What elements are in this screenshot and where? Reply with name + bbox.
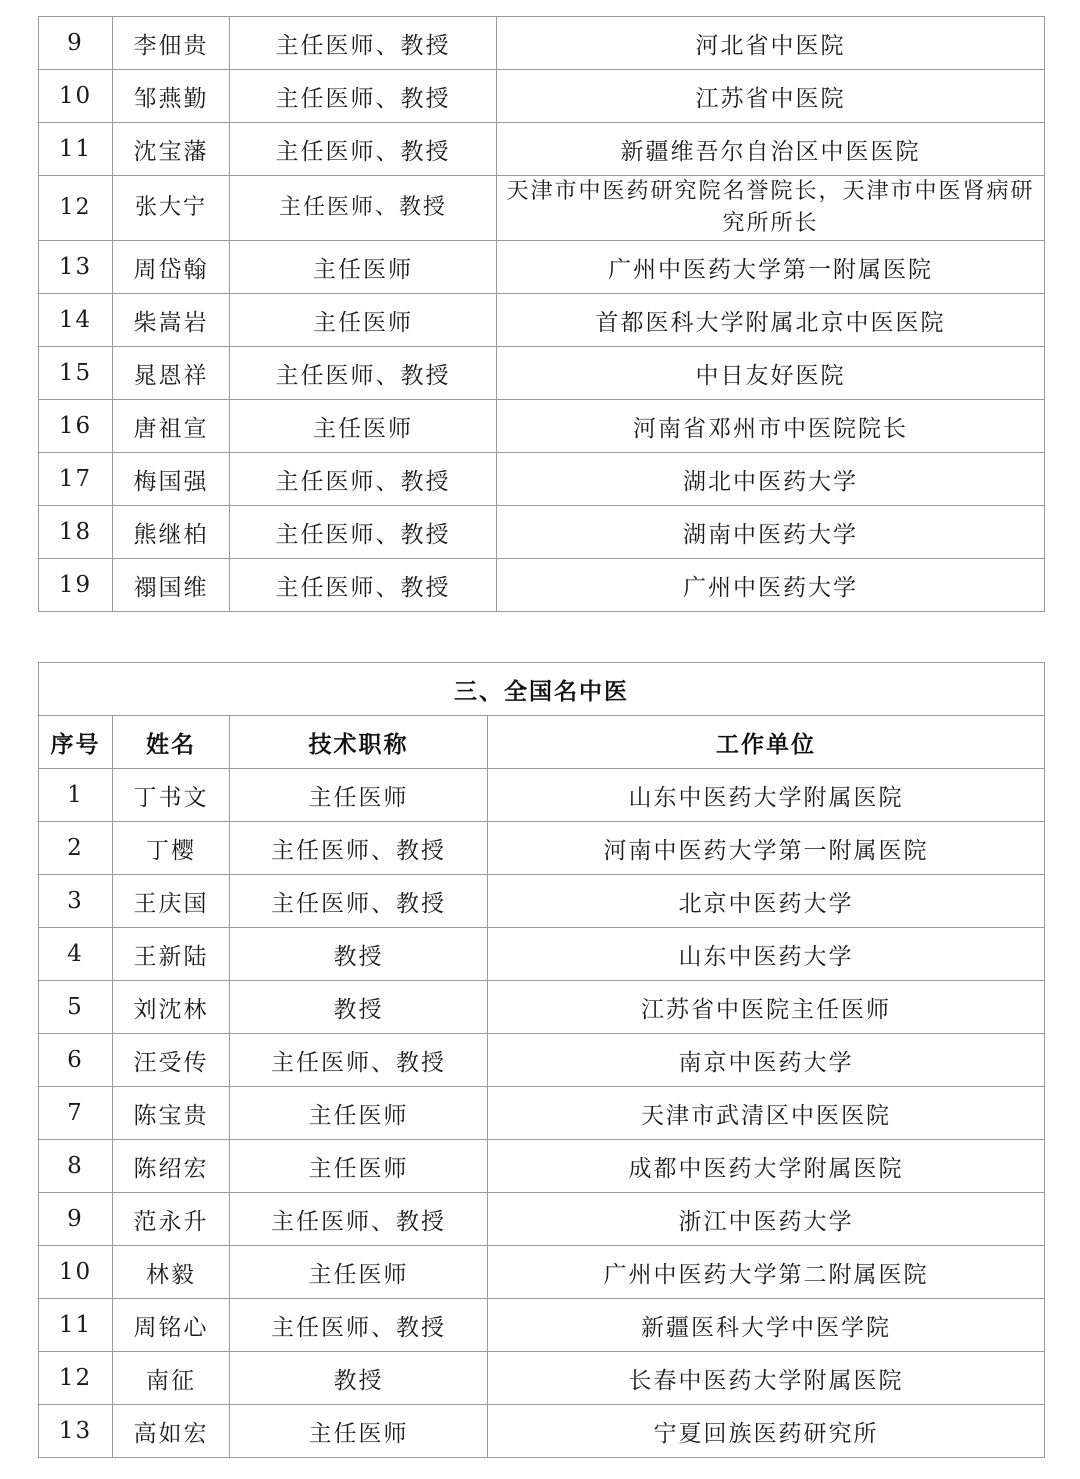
row-name: 梅国强 bbox=[113, 453, 230, 506]
row-name: 刘沈林 bbox=[113, 981, 230, 1034]
row-name: 林毅 bbox=[113, 1246, 230, 1299]
header-name: 姓名 bbox=[113, 716, 230, 769]
row-name: 范永升 bbox=[113, 1193, 230, 1246]
row-title: 主任医师 bbox=[230, 294, 497, 347]
row-name: 丁书文 bbox=[113, 769, 230, 822]
table-row bbox=[39, 769, 1045, 822]
row-title: 主任医师、教授 bbox=[230, 347, 497, 400]
row-unit: 广州中医药大学 bbox=[497, 559, 1045, 612]
row-number: 5 bbox=[39, 981, 113, 1034]
row-unit: 中日友好医院 bbox=[497, 347, 1045, 400]
row-name: 周岱翰 bbox=[113, 241, 230, 294]
row-number: 13 bbox=[39, 241, 113, 294]
table-row bbox=[39, 176, 1045, 241]
row-title: 教授 bbox=[230, 928, 488, 981]
row-name: 柴嵩岩 bbox=[113, 294, 230, 347]
row-number: 10 bbox=[39, 70, 113, 123]
row-name: 周铭心 bbox=[113, 1299, 230, 1352]
row-number: 16 bbox=[39, 400, 113, 453]
row-number: 17 bbox=[39, 453, 113, 506]
row-title: 主任医师、教授 bbox=[230, 123, 497, 176]
row-unit: 河北省中医院 bbox=[497, 17, 1045, 70]
table-row bbox=[39, 1405, 1045, 1458]
row-title: 主任医师 bbox=[230, 1405, 488, 1458]
row-title: 主任医师 bbox=[230, 1140, 488, 1193]
row-number: 12 bbox=[39, 1352, 113, 1405]
header-title: 技术职称 bbox=[230, 716, 488, 769]
row-number: 9 bbox=[39, 1193, 113, 1246]
national-famous-tcm-table-body bbox=[39, 769, 1045, 1458]
table-row bbox=[39, 875, 1045, 928]
row-number: 10 bbox=[39, 1246, 113, 1299]
table-row bbox=[39, 559, 1045, 612]
header-number: 序号 bbox=[39, 716, 113, 769]
table-row bbox=[39, 123, 1045, 176]
national-famous-tcm-table-head bbox=[39, 663, 1045, 769]
row-name: 李佃贵 bbox=[113, 17, 230, 70]
row-name: 禤国维 bbox=[113, 559, 230, 612]
row-name: 沈宝藩 bbox=[113, 123, 230, 176]
row-name: 丁樱 bbox=[113, 822, 230, 875]
row-name: 陈绍宏 bbox=[113, 1140, 230, 1193]
table-row bbox=[39, 17, 1045, 70]
table-row bbox=[39, 822, 1045, 875]
row-title: 主任医师、教授 bbox=[230, 506, 497, 559]
row-number: 4 bbox=[39, 928, 113, 981]
row-unit: 新疆维吾尔自治区中医医院 bbox=[497, 123, 1045, 176]
row-unit: 成都中医药大学附属医院 bbox=[488, 1140, 1045, 1193]
row-title: 主任医师、教授 bbox=[230, 176, 497, 241]
table-row bbox=[39, 981, 1045, 1034]
section-title: 三、全国名中医 bbox=[39, 663, 1045, 716]
row-name: 邹燕勤 bbox=[113, 70, 230, 123]
table-row bbox=[39, 1034, 1045, 1087]
row-title: 主任医师、教授 bbox=[230, 17, 497, 70]
row-name: 晁恩祥 bbox=[113, 347, 230, 400]
row-title: 主任医师 bbox=[230, 1087, 488, 1140]
row-title: 主任医师 bbox=[230, 400, 497, 453]
row-name: 汪受传 bbox=[113, 1034, 230, 1087]
row-name: 高如宏 bbox=[113, 1405, 230, 1458]
row-unit: 湖南中医药大学 bbox=[497, 506, 1045, 559]
table-row bbox=[39, 241, 1045, 294]
header-unit: 工作单位 bbox=[488, 716, 1045, 769]
row-title: 主任医师、教授 bbox=[230, 453, 497, 506]
row-title: 主任医师、教授 bbox=[230, 559, 497, 612]
row-title: 主任医师、教授 bbox=[230, 1299, 488, 1352]
row-number: 11 bbox=[39, 1299, 113, 1352]
table-row bbox=[39, 70, 1045, 123]
row-unit: 宁夏回族医药研究所 bbox=[488, 1405, 1045, 1458]
row-number: 14 bbox=[39, 294, 113, 347]
row-title: 主任医师、教授 bbox=[230, 822, 488, 875]
row-unit: 湖北中医药大学 bbox=[497, 453, 1045, 506]
row-number: 15 bbox=[39, 347, 113, 400]
table-row bbox=[39, 1193, 1045, 1246]
table-row bbox=[39, 1299, 1045, 1352]
row-title: 主任医师 bbox=[230, 1246, 488, 1299]
table-row bbox=[39, 928, 1045, 981]
row-number: 19 bbox=[39, 559, 113, 612]
row-title: 主任医师、教授 bbox=[230, 70, 497, 123]
row-unit: 天津市中医药研究院名誉院长，天津市中医肾病研究所所长 bbox=[497, 176, 1045, 241]
table-row bbox=[39, 294, 1045, 347]
row-unit: 山东中医药大学 bbox=[488, 928, 1045, 981]
row-number: 8 bbox=[39, 1140, 113, 1193]
row-number: 3 bbox=[39, 875, 113, 928]
table-row bbox=[39, 347, 1045, 400]
continuation-table-body bbox=[39, 17, 1045, 612]
row-name: 王新陆 bbox=[113, 928, 230, 981]
header-row bbox=[39, 716, 1045, 769]
row-unit: 浙江中医药大学 bbox=[488, 1193, 1045, 1246]
row-number: 18 bbox=[39, 506, 113, 559]
row-number: 2 bbox=[39, 822, 113, 875]
row-unit: 北京中医药大学 bbox=[488, 875, 1045, 928]
table-row bbox=[39, 1087, 1045, 1140]
table-row bbox=[39, 453, 1045, 506]
row-unit: 江苏省中医院 bbox=[497, 70, 1045, 123]
row-name: 熊继柏 bbox=[113, 506, 230, 559]
row-unit: 广州中医药大学第二附属医院 bbox=[488, 1246, 1045, 1299]
row-number: 6 bbox=[39, 1034, 113, 1087]
row-number: 12 bbox=[39, 176, 113, 241]
table-row bbox=[39, 506, 1045, 559]
row-title: 主任医师、教授 bbox=[230, 875, 488, 928]
row-name: 唐祖宣 bbox=[113, 400, 230, 453]
row-number: 9 bbox=[39, 17, 113, 70]
section-title-row bbox=[39, 663, 1045, 716]
row-number: 11 bbox=[39, 123, 113, 176]
row-title: 教授 bbox=[230, 1352, 488, 1405]
row-title: 主任医师、教授 bbox=[230, 1034, 488, 1087]
row-number: 7 bbox=[39, 1087, 113, 1140]
row-title: 主任医师、教授 bbox=[230, 1193, 488, 1246]
row-title: 教授 bbox=[230, 981, 488, 1034]
row-unit: 南京中医药大学 bbox=[488, 1034, 1045, 1087]
row-unit: 山东中医药大学附属医院 bbox=[488, 769, 1045, 822]
row-title: 主任医师 bbox=[230, 769, 488, 822]
row-number: 13 bbox=[39, 1405, 113, 1458]
table-row bbox=[39, 1246, 1045, 1299]
row-name: 王庆国 bbox=[113, 875, 230, 928]
row-unit: 新疆医科大学中医学院 bbox=[488, 1299, 1045, 1352]
row-unit: 江苏省中医院主任医师 bbox=[488, 981, 1045, 1034]
table-row bbox=[39, 1352, 1045, 1405]
table-row bbox=[39, 1140, 1045, 1193]
row-number: 1 bbox=[39, 769, 113, 822]
row-name: 陈宝贵 bbox=[113, 1087, 230, 1140]
row-unit: 首都医科大学附属北京中医医院 bbox=[497, 294, 1045, 347]
row-unit: 河南中医药大学第一附属医院 bbox=[488, 822, 1045, 875]
table-row bbox=[39, 400, 1045, 453]
national-famous-tcm-table bbox=[38, 662, 1045, 1458]
row-unit: 长春中医药大学附属医院 bbox=[488, 1352, 1045, 1405]
row-title: 主任医师 bbox=[230, 241, 497, 294]
continuation-table bbox=[38, 16, 1045, 612]
row-name: 南征 bbox=[113, 1352, 230, 1405]
row-name: 张大宁 bbox=[113, 176, 230, 241]
row-unit: 天津市武清区中医医院 bbox=[488, 1087, 1045, 1140]
row-unit: 广州中医药大学第一附属医院 bbox=[497, 241, 1045, 294]
row-unit: 河南省邓州市中医院院长 bbox=[497, 400, 1045, 453]
